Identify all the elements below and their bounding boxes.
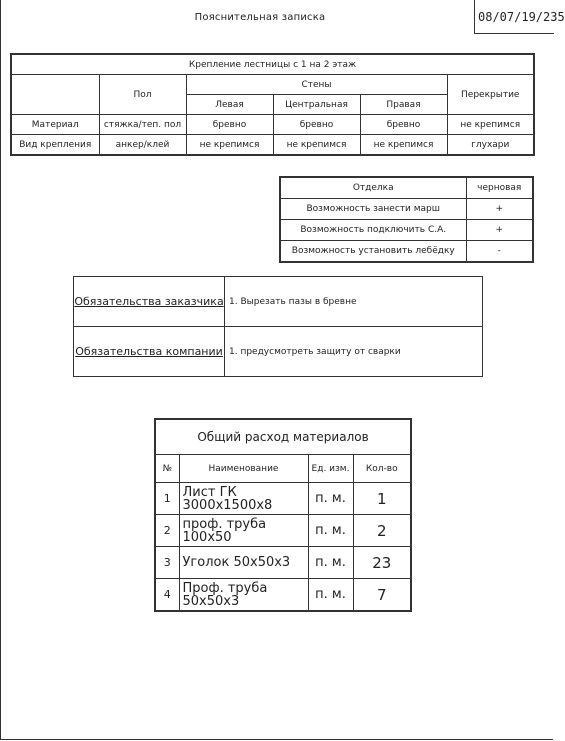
row-unit: п. м. <box>308 515 353 547</box>
row-name: проф. труба 100х50 <box>179 515 308 547</box>
row-quantity: 7 <box>353 579 411 612</box>
company-obligations-label: Обязательства компании <box>74 327 225 377</box>
cell-right: бревно <box>360 115 447 135</box>
row-label: Материал <box>11 115 99 135</box>
finish-row-label: Возможность занести марш <box>280 199 466 220</box>
row-label: Вид крепления <box>11 135 99 156</box>
mounting-corner-cell <box>11 75 99 115</box>
document-stamp: 08/07/19/235 <box>474 0 554 34</box>
row-unit: п. м. <box>308 483 353 515</box>
finish-row-value: + <box>466 199 533 220</box>
table-row <box>74 277 483 327</box>
col-number: № <box>155 455 179 483</box>
cell-center: не крепимся <box>273 135 360 156</box>
row-quantity: 2 <box>353 515 411 547</box>
document-title: Пояснительная записка <box>194 12 326 23</box>
row-name: Уголок 50х50х3 <box>179 547 308 579</box>
cell-floor: стяжка/теп. пол <box>99 115 186 135</box>
cell-floor: анкер/клей <box>99 135 186 156</box>
finish-table <box>279 176 534 263</box>
table-row <box>155 547 411 579</box>
finish-row-label: Возможность установить лебёдку <box>280 241 466 263</box>
row-number: 3 <box>155 547 179 579</box>
row-number: 4 <box>155 579 179 612</box>
cell-right: не крепимся <box>360 135 447 156</box>
company-obligations-text: 1. предусмотреть защиту от сварки <box>225 327 483 377</box>
stair-mounting-table <box>10 53 535 156</box>
row-name: Лист ГК 3000х1500х8 <box>179 483 308 515</box>
col-unit: Ед. изм. <box>308 455 353 483</box>
table-row <box>280 199 533 220</box>
cell-ceiling: не крепимся <box>447 115 534 135</box>
table-row <box>155 515 411 547</box>
obligations-table <box>73 276 483 377</box>
table-row <box>11 135 534 156</box>
col-wall-right: Правая <box>360 95 447 115</box>
row-number: 2 <box>155 515 179 547</box>
col-name: Наименование <box>179 455 308 483</box>
finish-header-value: черновая <box>466 177 533 199</box>
row-name: Проф. труба 50х50х3 <box>179 579 308 612</box>
table-row <box>280 220 533 241</box>
row-unit: п. м. <box>308 547 353 579</box>
materials-table <box>154 418 412 612</box>
col-floor: Пол <box>99 75 186 115</box>
row-quantity: 23 <box>353 547 411 579</box>
col-wall-left: Левая <box>186 95 273 115</box>
table-row <box>280 241 533 263</box>
table-row <box>11 115 534 135</box>
row-quantity: 1 <box>353 483 411 515</box>
finish-row-value: + <box>466 220 533 241</box>
table-row <box>74 327 483 377</box>
col-walls: Стены <box>186 75 447 95</box>
customer-obligations-text: 1. Вырезать пазы в бревне <box>225 277 483 327</box>
row-number: 1 <box>155 483 179 515</box>
row-unit: п. м. <box>308 579 353 612</box>
finish-header-label: Отделка <box>280 177 466 199</box>
table-row <box>155 579 411 612</box>
finish-row-label: Возможность подключить С.А. <box>280 220 466 241</box>
materials-table-title: Общий расход материалов <box>155 419 411 455</box>
cell-ceiling: глухари <box>447 135 534 156</box>
col-quantity: Кол-во <box>353 455 411 483</box>
cell-left: бревно <box>186 115 273 135</box>
customer-obligations-label: Обязательства заказчика <box>74 277 225 327</box>
cell-left: не крепимся <box>186 135 273 156</box>
table-row <box>155 483 411 515</box>
mounting-table-title: Крепление лестницы с 1 на 2 этаж <box>11 54 534 75</box>
col-wall-center: Центральная <box>273 95 360 115</box>
col-ceiling: Перекрытие <box>447 75 534 115</box>
cell-center: бревно <box>273 115 360 135</box>
finish-row-value: - <box>466 241 533 263</box>
